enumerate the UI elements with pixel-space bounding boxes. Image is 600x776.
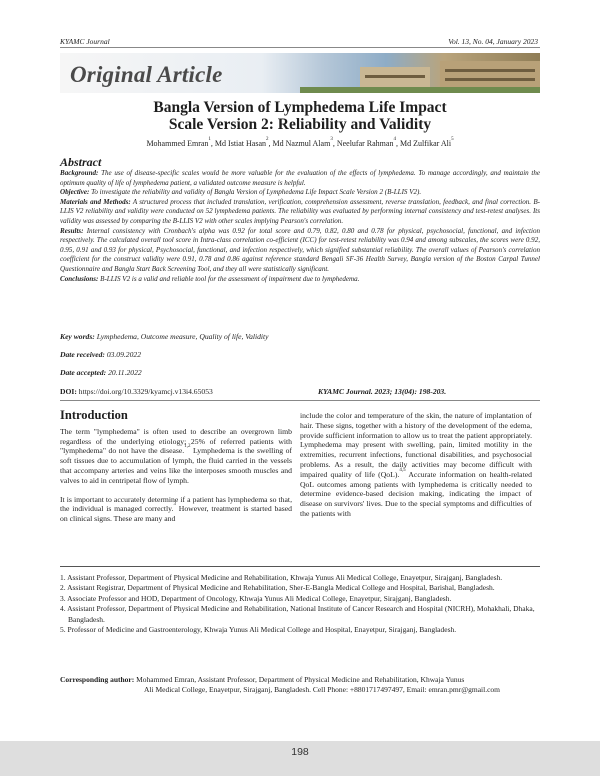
abstract-methods: Materials and Methods: A structured process that included translation, verification, comprehension assessment, reverse translation, feedback, and final correction. B-LLIS V2 reliability and validity were conducted on 52 lymphedema patients. The reliability was evaluated by performing internal consistency and test-retest analyses. Its validity was assessed by comparing the B-LLIS V2 with other scales implying Pearson's correlation. (60, 197, 540, 225)
affiliations (60, 573, 540, 635)
author: Mohammed Emran$^1$ (146, 137, 211, 148)
doi-link[interactable]: https://doi.org/10.3329/kyamcj.v13i4.65053 (78, 387, 213, 396)
introduction-heading: Introduction (60, 408, 128, 422)
header-rule (60, 47, 540, 48)
abstract-conclusions: Conclusions: B-LLIS V2 is a valid and reliable tool for the assessment of impairment due to lymphedema. (60, 274, 360, 283)
right-column (300, 411, 532, 528)
affiliation: 1. Assistant Professor, Department of Physical Medicine and Rehabilitation, Khwaja Yunus Ali Medical College, Enayetpur, Sirajganj, Bangladesh. (60, 573, 503, 582)
affiliation: 5. Professor of Medicine and Gastroenterology, Khwaja Yunus Ali Medical College and Hospital, Enayetpur, Sirajganj, Bangladesh. (60, 625, 457, 635)
abstract-heading: Abstract (60, 155, 102, 169)
date-accepted: Date accepted: 20.11.2022 (60, 368, 142, 377)
building-windows (365, 75, 425, 78)
author: Md Istiat Hasan$^2$ (214, 137, 269, 148)
author: Md Zulfikar Ali$^5$ (399, 137, 454, 148)
abstract-body (60, 169, 540, 284)
lawn-shape (300, 87, 540, 93)
paragraph: include the color and temperature of the skin, the nature of implantation of hair. These signs, together with a history of the development of the edema, provide sufficient information to allow us to treat the patient appropriately. Lymphedema may present with swelling, pain, limited motility in the extremities, recurrent infections, functional disabilities, and psychosocial problems. As a result, the daily activities may become difficult with impaired quality of life (QoL).$^{4,5}$ Accurate information on health-related QoL outcomes among patients with lymphedema is critically needed to determine evidence-based decision making, indicating the impact of disease on survivors' lives. Due to the special symptoms and difficulties of the patients with (300, 411, 532, 518)
affiliation: 2. Assistant Registrar, Department of Physical Medicine and Rehabilitation, Sher-E-Bangla Medical College and Hospital, Barishal, Bangladesh. (60, 583, 495, 593)
article-title (60, 99, 540, 133)
citation: KYAMC Journal. 2023; 13(04): 198-203. (318, 387, 447, 396)
journal-name: KYAMC Journal (60, 37, 110, 46)
date-received: Date received: 03.09.2022 (60, 350, 141, 359)
affiliation: 4. Assistant Professor, Department of Physical Medicine and Rehabilitation, National Institute of Cancer Research and Hospital (NICRH), Mohakhali, Dhaka, Bangladesh. (60, 604, 535, 624)
author: Md Nazmul Alam$^3$ (272, 137, 333, 148)
building-windows (445, 69, 535, 72)
left-column (60, 408, 292, 533)
abstract-results: Results: Internal consistency with Cronbach's alpha was 0.92 for total score and 0.79, 0.82, 0.80 and 0.78 for physical, psychosocial, functional, and infection respectively. The calculated overall tool score in Intra-class correlation co-efficient (ICC) for test-retest reliability was 0.94 and among subscales, the scores were 0.92, 0.95, 0.91 and 0.93 for physical, Psychosocial, functional, and infection respectively, which signified substantial reliability. The overall values of Pearson's correlation coefficient for the construct validity were 0.91, 0.78 and 0.86 against reference standard Bengali SF-36 Health Survey, Bangla version of the Boston Carpal Tunnel Questionnaire and Bangla Start Back Screening Tool, and they all were statistically significant. (60, 226, 540, 273)
abstract-objective: Objective: To investigate the reliability and validity of Bangla Version of Lymphedema Life Impact Scale Version 2 (B-LLIS V2). (60, 188, 422, 197)
section-title: Original Article (70, 62, 223, 87)
keywords: Key words: Lymphedema, Outcome measure, Quality of life, Validity (60, 332, 269, 341)
page-number: 198 (291, 746, 309, 758)
building-windows (445, 78, 535, 81)
title-line: Bangla Version of Lymphedema Life Impact (153, 99, 447, 116)
paragraph: The term "lymphedema" is often used to describe an overgrown limb regardless of the underlying etiology; 25% of referred patients with "lymphedema" do not have the disease.$^{1,2}$ Lymphedema is the swelling of soft tissues due to accumulation of lymph, the fluid carried in the vessels that accompany arteries and veins like the interposes smooth muscles and valves to aid in centripetal flow of lymph. (60, 426, 292, 485)
volume-issue: Vol. 13, No. 04, January 2023 (448, 37, 538, 46)
footnote-rule (60, 566, 540, 567)
abstract-background: Background: The use of disease-specific scales would be more valuable for the evaluation of the effects of lymphedema. To manage accordingly, and maintain the optimum quality of life of lymphedema patient, a validated outcome measure is helpful. (60, 169, 540, 187)
title-line: Scale Version 2: Reliability and Validity (168, 116, 432, 133)
affiliation: 3. Associate Professor and HOD, Department of Oncology, Khwaja Yunus Ali Medical College, Enayetpur, Sirajganj, Bangladesh. (60, 593, 452, 603)
section-rule (60, 400, 540, 401)
author: Neelufar Rahman$^4$ (336, 137, 396, 148)
author-list: Mohammed Emran$^1$, Md Istiat Hasan$^2$, Md Nazmul Alam$^3$, Neelufar Rahman$^4$, Md Zulfikar Ali$^5$ (146, 137, 454, 148)
paragraph: It is important to accurately determine if a patient has lymphedema so that, the individual is managed correctly.$^3$ However, treatment is started based on clinical signs. These are many and (60, 494, 292, 524)
doi: DOI: https://doi.org/10.3329/kyamcj.v13i4.65053 (60, 387, 213, 396)
corresponding-author: Corresponding author: Mohammed Emran, Assistant Professor, Department of Physical Medicine and Rehabilitation, Khwaja Yunus Ali Medical College, Enayetpur, Sirajganj, Bangladesh. Cell Phone: +8801717497497, Email: emran.pmr@gmail.com (60, 675, 500, 695)
